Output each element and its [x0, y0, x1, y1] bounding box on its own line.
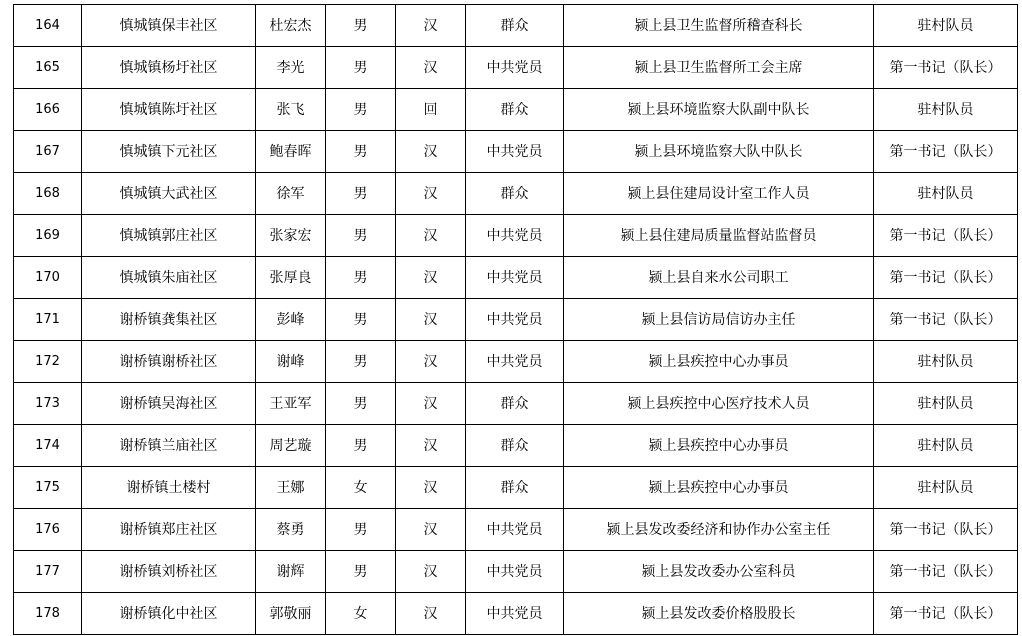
table-row [14, 551, 1018, 593]
community-cell: 慎城镇下元社区 [82, 131, 256, 173]
ethnicity-cell: 汉 [396, 509, 466, 551]
unit-and-post-cell: 颍上县住建局质量监督站监督员 [564, 215, 874, 257]
ethnicity-cell: 汉 [396, 257, 466, 299]
table-row [14, 509, 1018, 551]
unit-and-post-cell: 颍上县疾控中心办事员 [564, 467, 874, 509]
unit-and-post-cell: 颍上县环境监察大队副中队长 [564, 89, 874, 131]
political-status-cell: 群众 [466, 425, 564, 467]
person-name-cell: 李光 [256, 47, 326, 89]
person-name-cell: 杜宏杰 [256, 5, 326, 47]
ethnicity-cell: 汉 [396, 593, 466, 635]
table-row [14, 215, 1018, 257]
unit-and-post-cell: 颍上县疾控中心办事员 [564, 341, 874, 383]
person-name-cell: 王亚军 [256, 383, 326, 425]
community-cell: 谢桥镇土楼村 [82, 467, 256, 509]
person-name-cell: 谢峰 [256, 341, 326, 383]
serial-number-cell: 164 [14, 5, 82, 47]
roster-table [13, 4, 1018, 635]
gender-cell: 男 [326, 299, 396, 341]
political-status-cell: 群众 [466, 89, 564, 131]
political-status-cell: 中共党员 [466, 509, 564, 551]
unit-and-post-cell: 颍上县发改委价格股股长 [564, 593, 874, 635]
ethnicity-cell: 汉 [396, 425, 466, 467]
person-name-cell: 张厚良 [256, 257, 326, 299]
person-name-cell: 蔡勇 [256, 509, 326, 551]
person-name-cell: 彭峰 [256, 299, 326, 341]
table-row [14, 341, 1018, 383]
political-status-cell: 中共党员 [466, 215, 564, 257]
community-cell: 谢桥镇郑庄社区 [82, 509, 256, 551]
serial-number-cell: 176 [14, 509, 82, 551]
table-row [14, 425, 1018, 467]
ethnicity-cell: 汉 [396, 47, 466, 89]
political-status-cell: 群众 [466, 173, 564, 215]
community-cell: 慎城镇陈圩社区 [82, 89, 256, 131]
table-row [14, 47, 1018, 89]
serial-number-cell: 171 [14, 299, 82, 341]
assignment-role-cell: 第一书记（队长） [874, 47, 1018, 89]
ethnicity-cell: 汉 [396, 551, 466, 593]
gender-cell: 男 [326, 383, 396, 425]
table-row [14, 257, 1018, 299]
assignment-role-cell: 第一书记（队长） [874, 593, 1018, 635]
unit-and-post-cell: 颍上县环境监察大队中队长 [564, 131, 874, 173]
table-row [14, 467, 1018, 509]
person-name-cell: 郭敬丽 [256, 593, 326, 635]
assignment-role-cell: 驻村队员 [874, 89, 1018, 131]
unit-and-post-cell: 颍上县自来水公司职工 [564, 257, 874, 299]
political-status-cell: 中共党员 [466, 551, 564, 593]
unit-and-post-cell: 颍上县疾控中心办事员 [564, 425, 874, 467]
gender-cell: 女 [326, 593, 396, 635]
gender-cell: 男 [326, 551, 396, 593]
community-cell: 谢桥镇吴海社区 [82, 383, 256, 425]
gender-cell: 男 [326, 131, 396, 173]
serial-number-cell: 178 [14, 593, 82, 635]
community-cell: 慎城镇杨圩社区 [82, 47, 256, 89]
table-row [14, 5, 1018, 47]
person-name-cell: 王娜 [256, 467, 326, 509]
unit-and-post-cell: 颍上县发改委经济和协作办公室主任 [564, 509, 874, 551]
political-status-cell: 中共党员 [466, 593, 564, 635]
serial-number-cell: 168 [14, 173, 82, 215]
assignment-role-cell: 驻村队员 [874, 5, 1018, 47]
table-row [14, 299, 1018, 341]
gender-cell: 男 [326, 509, 396, 551]
ethnicity-cell: 汉 [396, 5, 466, 47]
community-cell: 慎城镇郭庄社区 [82, 215, 256, 257]
community-cell: 慎城镇大武社区 [82, 173, 256, 215]
gender-cell: 男 [326, 173, 396, 215]
unit-and-post-cell: 颍上县卫生监督所工会主席 [564, 47, 874, 89]
serial-number-cell: 169 [14, 215, 82, 257]
person-name-cell: 张飞 [256, 89, 326, 131]
community-cell: 谢桥镇刘桥社区 [82, 551, 256, 593]
table-row [14, 593, 1018, 635]
serial-number-cell: 177 [14, 551, 82, 593]
assignment-role-cell: 第一书记（队长） [874, 131, 1018, 173]
serial-number-cell: 172 [14, 341, 82, 383]
serial-number-cell: 167 [14, 131, 82, 173]
person-name-cell: 张家宏 [256, 215, 326, 257]
serial-number-cell: 174 [14, 425, 82, 467]
gender-cell: 男 [326, 89, 396, 131]
serial-number-cell: 170 [14, 257, 82, 299]
assignment-role-cell: 第一书记（队长） [874, 509, 1018, 551]
gender-cell: 男 [326, 215, 396, 257]
assignment-role-cell: 驻村队员 [874, 341, 1018, 383]
table-row [14, 131, 1018, 173]
political-status-cell: 中共党员 [466, 299, 564, 341]
person-name-cell: 谢辉 [256, 551, 326, 593]
serial-number-cell: 165 [14, 47, 82, 89]
political-status-cell: 群众 [466, 467, 564, 509]
assignment-role-cell: 第一书记（队长） [874, 215, 1018, 257]
ethnicity-cell: 回 [396, 89, 466, 131]
table-row [14, 89, 1018, 131]
roster-table-body [14, 5, 1018, 635]
assignment-role-cell: 驻村队员 [874, 425, 1018, 467]
gender-cell: 男 [326, 257, 396, 299]
assignment-role-cell: 驻村队员 [874, 173, 1018, 215]
community-cell: 谢桥镇化中社区 [82, 593, 256, 635]
community-cell: 谢桥镇兰庙社区 [82, 425, 256, 467]
political-status-cell: 群众 [466, 5, 564, 47]
assignment-role-cell: 驻村队员 [874, 467, 1018, 509]
political-status-cell: 群众 [466, 383, 564, 425]
assignment-role-cell: 第一书记（队长） [874, 551, 1018, 593]
person-name-cell: 徐军 [256, 173, 326, 215]
ethnicity-cell: 汉 [396, 173, 466, 215]
community-cell: 谢桥镇龚集社区 [82, 299, 256, 341]
serial-number-cell: 173 [14, 383, 82, 425]
ethnicity-cell: 汉 [396, 299, 466, 341]
unit-and-post-cell: 颍上县卫生监督所稽查科长 [564, 5, 874, 47]
ethnicity-cell: 汉 [396, 467, 466, 509]
gender-cell: 男 [326, 47, 396, 89]
ethnicity-cell: 汉 [396, 341, 466, 383]
gender-cell: 男 [326, 5, 396, 47]
serial-number-cell: 175 [14, 467, 82, 509]
political-status-cell: 中共党员 [466, 131, 564, 173]
gender-cell: 女 [326, 467, 396, 509]
assignment-role-cell: 第一书记（队长） [874, 257, 1018, 299]
unit-and-post-cell: 颍上县信访局信访办主任 [564, 299, 874, 341]
community-cell: 慎城镇朱庙社区 [82, 257, 256, 299]
person-name-cell: 周艺璇 [256, 425, 326, 467]
unit-and-post-cell: 颍上县住建局设计室工作人员 [564, 173, 874, 215]
assignment-role-cell: 第一书记（队长） [874, 299, 1018, 341]
person-name-cell: 鲍春晖 [256, 131, 326, 173]
political-status-cell: 中共党员 [466, 341, 564, 383]
community-cell: 慎城镇保丰社区 [82, 5, 256, 47]
community-cell: 谢桥镇谢桥社区 [82, 341, 256, 383]
political-status-cell: 中共党员 [466, 47, 564, 89]
serial-number-cell: 166 [14, 89, 82, 131]
ethnicity-cell: 汉 [396, 215, 466, 257]
ethnicity-cell: 汉 [396, 383, 466, 425]
gender-cell: 男 [326, 425, 396, 467]
table-row [14, 173, 1018, 215]
table-row [14, 383, 1018, 425]
unit-and-post-cell: 颍上县疾控中心医疗技术人员 [564, 383, 874, 425]
ethnicity-cell: 汉 [396, 131, 466, 173]
assignment-role-cell: 驻村队员 [874, 383, 1018, 425]
gender-cell: 男 [326, 341, 396, 383]
unit-and-post-cell: 颍上县发改委办公室科员 [564, 551, 874, 593]
political-status-cell: 中共党员 [466, 257, 564, 299]
